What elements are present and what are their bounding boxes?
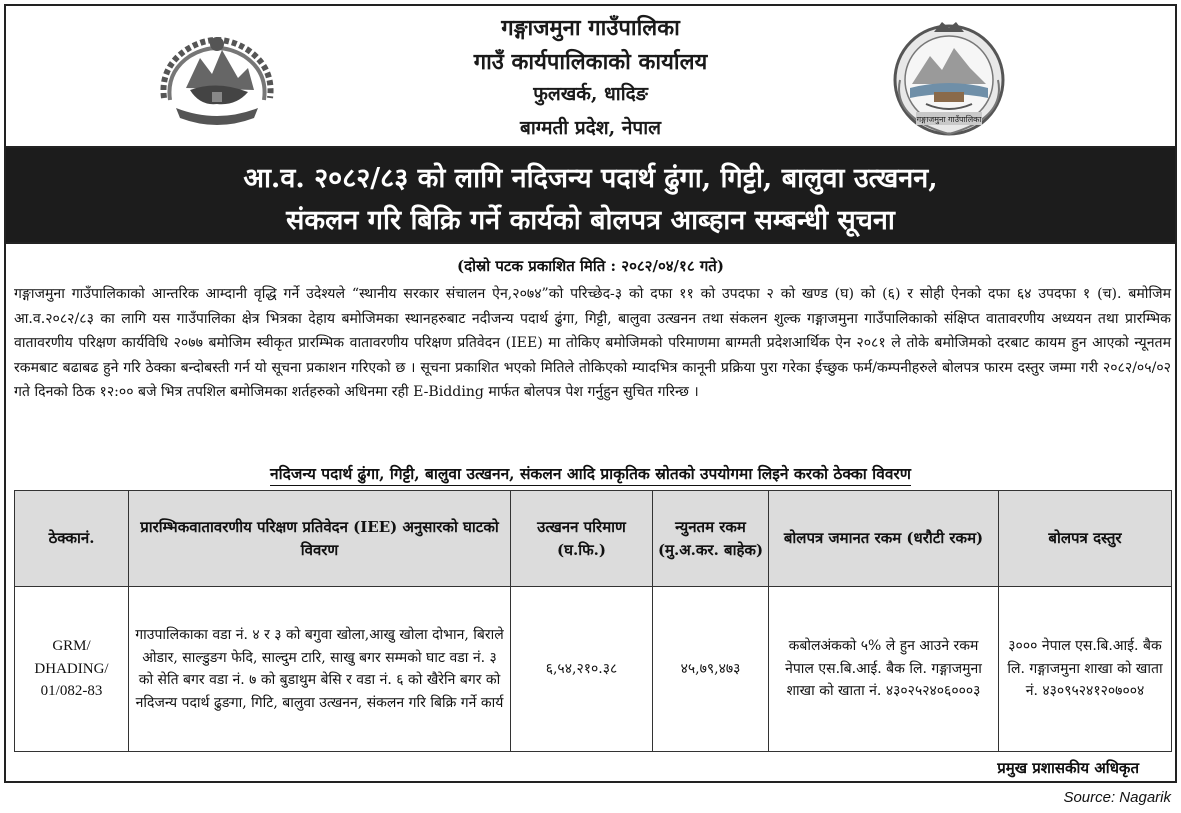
header-bid-security: बोलपत्र जमानत रकम (धरौटी रकम) [769, 491, 999, 587]
notice-title-line1: आ.व. २०८२/८३ को लागि नदिजन्य पदार्थ ढुंगा, गिट्टी, बालुवा उत्खनन, [243, 163, 938, 194]
cell-bid-security: कबोलअंकको ५% ले हुन आउने रकम नेपाल एस.बि.आई. बैक लि. गङ्गाजमुना शाखा को खाता नं. ४३०२५२४०६०००३ [769, 587, 999, 752]
cell-bid-fee: ३००० नेपाल एस.बि.आई. बैक लि. गङ्गाजमुना शाखा को खाता नं. ४३०९५२४१२०७००४ [999, 587, 1172, 752]
cell-excavation-quantity: ६,५४,२१०.३८ [511, 587, 653, 752]
publication-date: (दोस्रो पटक प्रकाशित मिति : २०८२/०४/१८ गते) [457, 257, 724, 275]
cell-contract-no: GRM/ DHADING/ 01/082-83 [15, 587, 129, 752]
table-title-text: नदिजन्य पदार्थ ढुंगा, गिट्टी, बालुवा उत्खनन, संकलन आदि प्राकृतिक स्रोतको उपयोगमा लिइने करको ठेक्का विवरण [270, 464, 911, 486]
header-excavation-quantity: उत्खनन परिमाण (घ.फि.) [511, 491, 653, 587]
table-row [15, 587, 1172, 752]
municipality-seal-logo [890, 18, 1008, 140]
notice-frame [4, 4, 1177, 783]
header-bid-fee: बोलपत्र दस्तुर [999, 491, 1172, 587]
notice-header [6, 6, 1175, 148]
nepal-emblem-logo [156, 28, 278, 128]
table-header-row [15, 491, 1172, 587]
signatory-title: प्रमुख प्रशासकीय अधिकृत [997, 759, 1139, 777]
header-site-description: प्रारम्भिकवातावरणीय परिक्षण प्रतिवेदन (IEE) अनुसारको घाटको विवरण [129, 491, 511, 587]
municipality-name: गङ्गाजमुना गाउँपालिका [501, 15, 680, 41]
table-title [6, 462, 1175, 484]
office-name: गाउँ कार्यपालिकाको कार्यालय [473, 49, 708, 75]
cell-site-description: गाउपालिकाका वडा नं. ४ र ३ को बगुवा खोला,आखु खोला दोभान, बिराले ओडार, साल्डुङग फेदि, साल्दुम टारि, साखु बगर सम्मको घाट वडा नं. ३ को सेति बगर वडा नं. ७ को बुडाथुम बेसि र वडा नं. ६ को खैरेनि बगर को नदिजन्य पदार्थ ढुङगा, गिटि, बालुवा उत्खनन, संकलन गरि बिक्रि गर्ने कार्य [129, 587, 511, 752]
province-name: बाग्मती प्रदेश, नेपाल [519, 117, 662, 139]
source-credit: Source: Nagarik [1063, 789, 1171, 806]
notice-body-text: गङ्गाजमुना गाउँपालिकाको आन्तरिक आम्दानी वृद्धि गर्ने उदेश्यले “स्थानीय सरकार संचालन ऐन,२०७४”को परिच्छेद-३ को दफा ११ को उपदफा २ को खण्ड (घ) को (६) र सोही ऐनको दफा ६४ उपदफा १ (च). बमोजिम आ.व.२०८२/८३ का लागि यस गाउँपालिका क्षेत्र भित्रका देहाय बमोजिमका स्थानहरुबाट नदीजन्य पदार्थ ढुंगा, गिट्टी, बालुवा उत्खनन तथा संकलन शुल्क गङ्गाजमुना गाउँपालिकाको संक्षिप्त वातावरणीय अध्ययन तथा प्रारम्भिक वातावरणीय परिक्षण कार्यविधि २०७७ बमोजिम स्वीकृत प्रारम्भिक वातावरणीय परिक्षण प्रतिवेदन (IEE) मा तोकिए बमोजिमको परिमाणमा बाग्मती प्रदेशआर्थिक ऐन २०८१ ले तोके बमोजिमको दरबाट कायम हुन आएको न्यूनतम रकमबाट बढाबढ हुने गरि ठेक्का बन्दोबस्ती गर्न यो सूचना प्रकाशन गरिएको छ । सूचना प्रकाशित भएको मितिले तोकिएको म्यादभित्र कानूनी प्रक्रिया पुरा गरेका ईच्छुक फर्म/कम्पनीहरुले बोलपत्र फारम दस्तुर जम्मा गरी २०८२/०५/०२ गते दिनको ठिक १२:०० बजे भित्र तपशिल बमोजिमका शर्तहरुको अधिनमा रही E-Bidding मार्फत बोलपत्र पेश गर्नुहुन सुचित गरिन्छ । [14, 286, 1171, 400]
tender-details-table [14, 490, 1172, 752]
seal-text: गङ्गाजमुना गाउँपालिका [916, 115, 982, 124]
office-address: फुलखर्क, धादिङ [533, 83, 648, 105]
header-contract-no: ठेक्कानं. [15, 491, 129, 587]
notice-title-line2: संकलन गरि बिक्रि गर्ने कार्यको बोलपत्र आब्हान सम्बन्धी सूचना [286, 205, 895, 236]
notice-title-banner [6, 148, 1175, 244]
header-minimum-amount: न्युनतम रकम (मु.अ.कर. बाहेक) [653, 491, 769, 587]
cell-minimum-amount: ४५,७९,४७३ [653, 587, 769, 752]
